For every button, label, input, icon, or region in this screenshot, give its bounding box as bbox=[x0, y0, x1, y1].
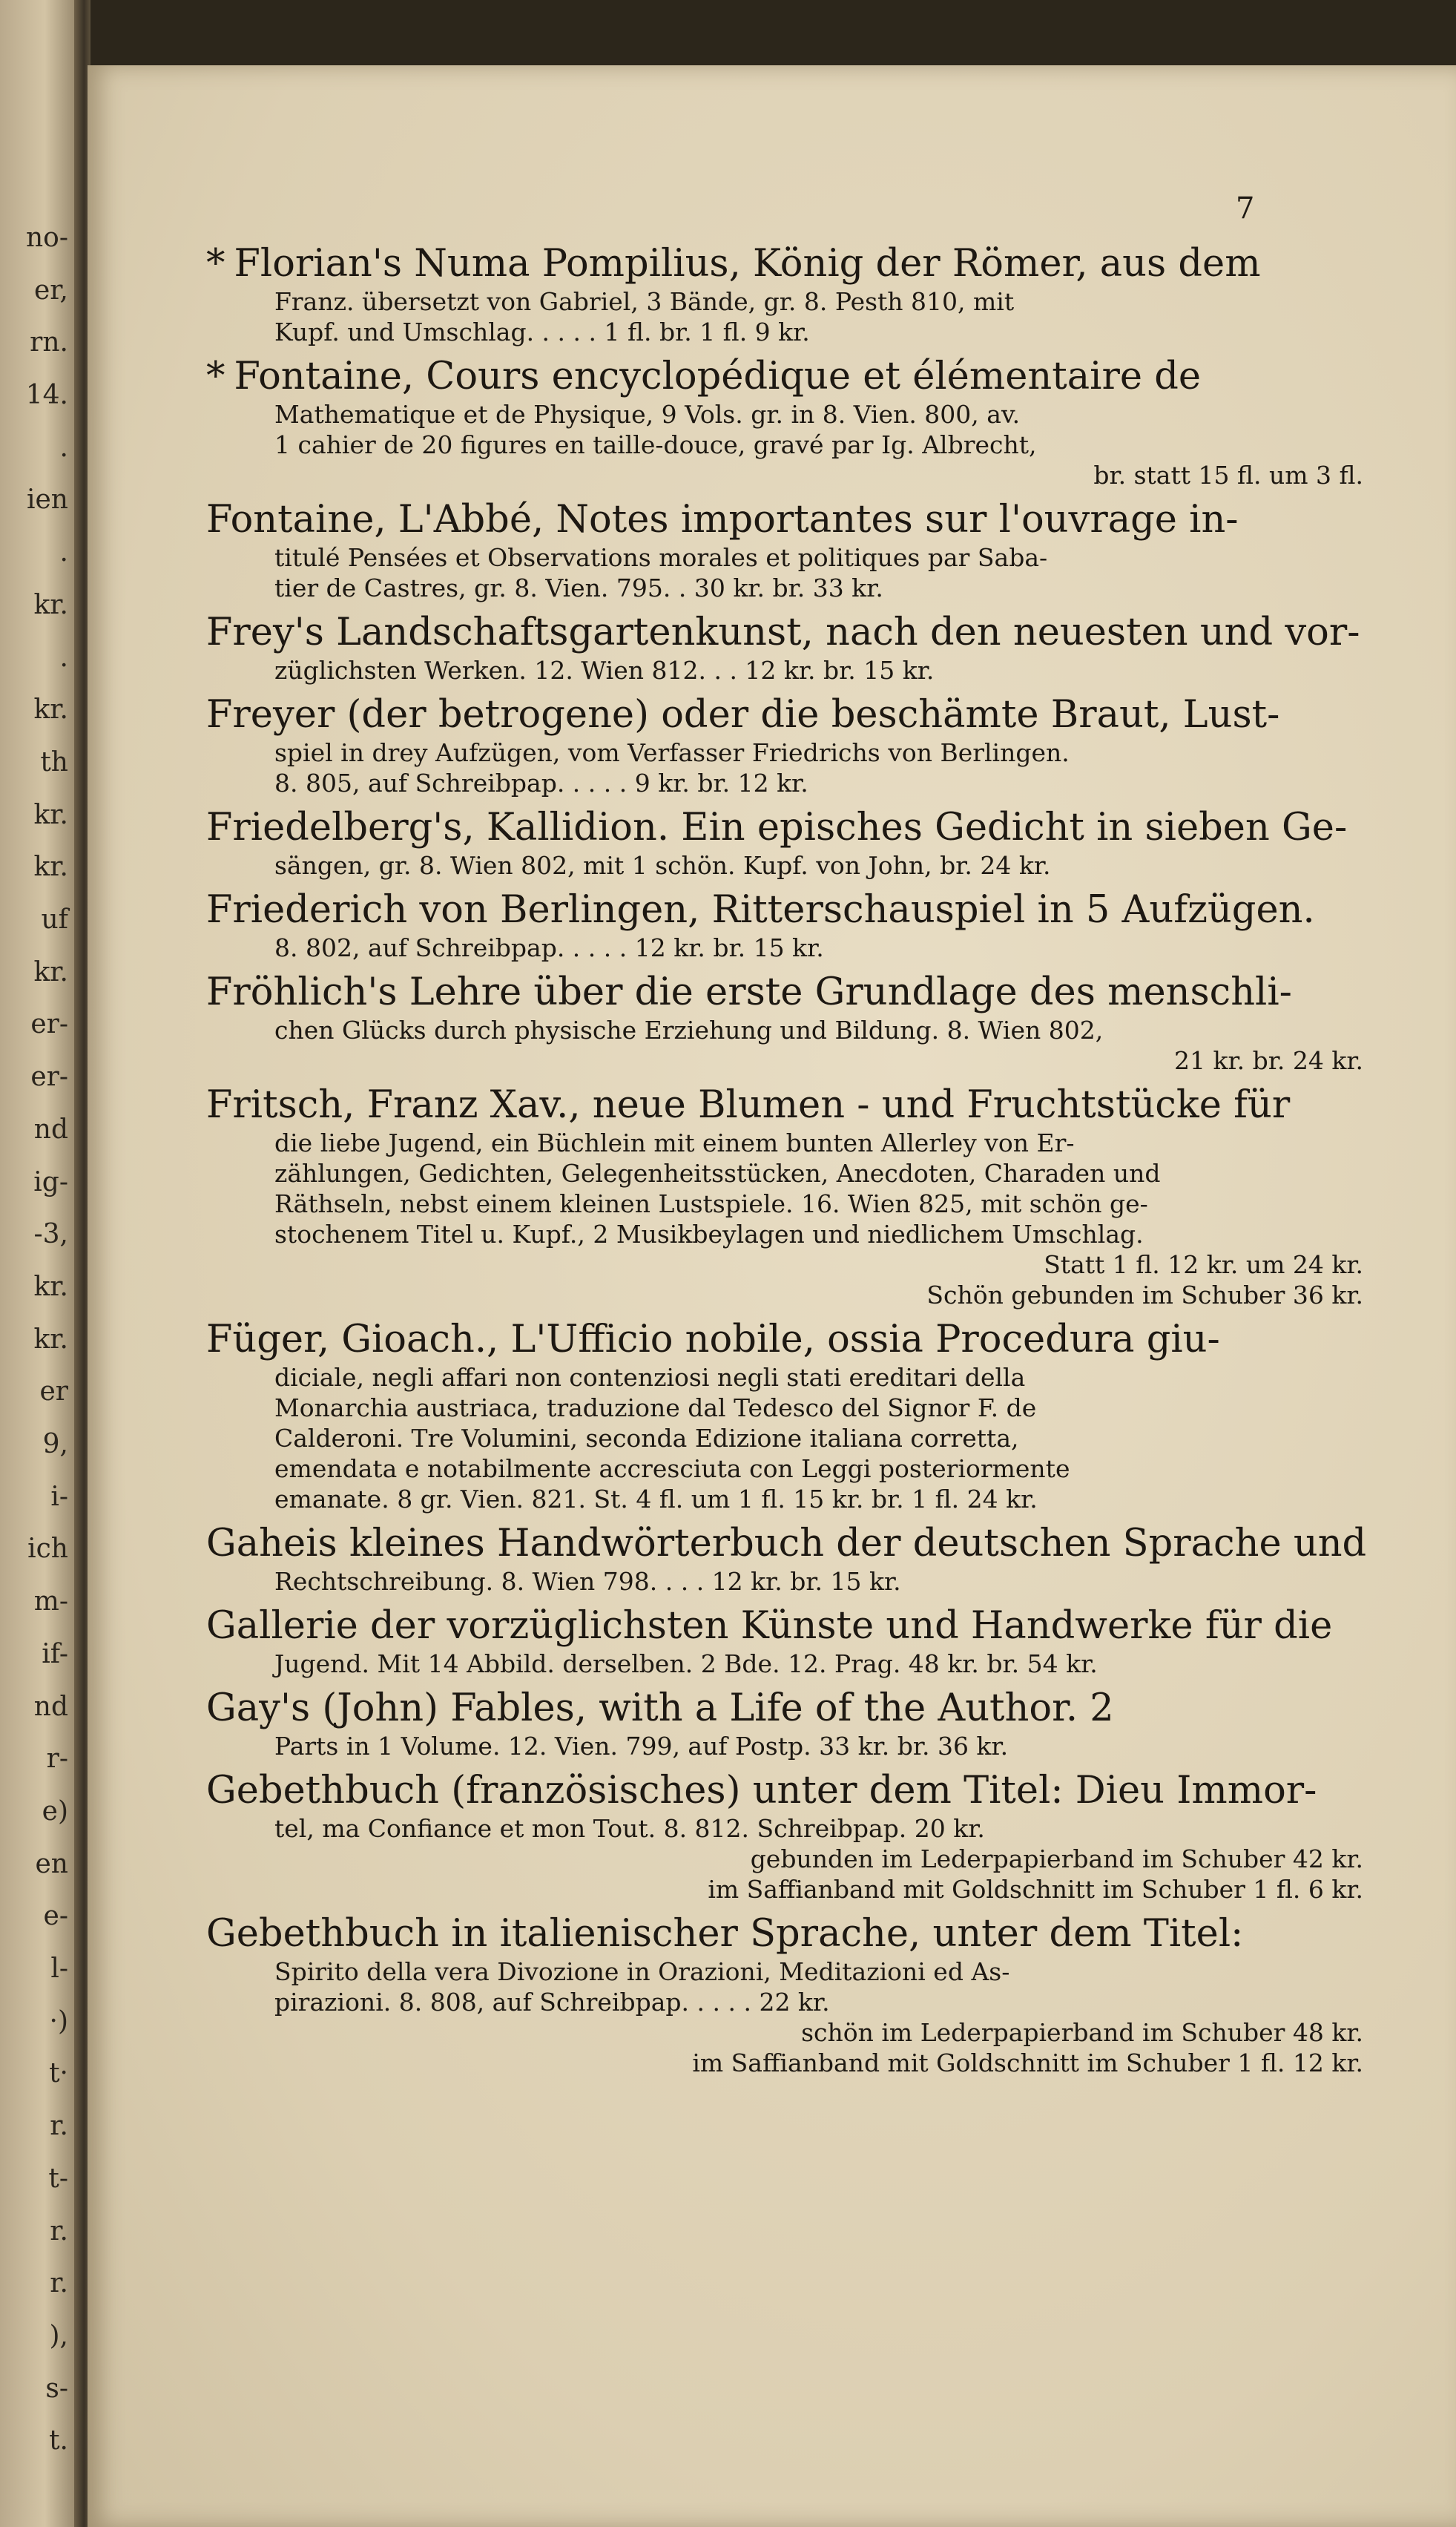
left-page-fragment: -3, bbox=[33, 1219, 68, 1250]
catalog-entry bbox=[206, 1769, 1363, 1905]
entry-detail-line: tier de Castres, gr. 8. Vien. 795. . 30 kr. br. 33 kr. bbox=[274, 574, 883, 602]
entry-detail-line: Franz. übersetzt von Gabriel, 3 Bände, gr. 8. Pesth 810, mit bbox=[274, 287, 1015, 316]
entry-detail-line: tel, ma Confiance et mon Tout. 8. 812. Schreibpap. 20 kr. bbox=[274, 1814, 985, 1843]
entry-detail-line: Spirito della vera Divozione in Orazioni, Meditazioni ed As- bbox=[274, 1957, 1010, 1986]
entry-title: Gebethbuch (französisches) unter dem Titel: Dieu Immor- bbox=[206, 1769, 1317, 1813]
entry-detail-line: Mathematique et de Physique, 9 Vols. gr. in 8. Vien. 800, av. bbox=[274, 400, 1021, 429]
entry-detail-line: Monarchia austriaca, traduzione dal Tedesco del Signor F. de bbox=[274, 1393, 1037, 1422]
left-page-fragment: kr. bbox=[33, 694, 68, 726]
entry-detail-line: Kupf. und Umschlag. . . . . 1 fl. br. 1 fl. 9 kr. bbox=[274, 318, 810, 346]
left-page-fragment: no- bbox=[25, 223, 68, 253]
page-number: 7 bbox=[1236, 191, 1255, 226]
new-title-star: * bbox=[206, 242, 225, 286]
entry-title: Gallerie der vorzüglichsten Künste und Handwerke für die bbox=[206, 1604, 1333, 1648]
entry-detail-line: gebunden im Lederpapierband im Schuber 42 kr. bbox=[750, 1844, 1363, 1873]
catalog-entry bbox=[206, 498, 1363, 603]
left-page-fragment: er, bbox=[33, 275, 68, 306]
entry-heading bbox=[206, 888, 1363, 933]
left-page-fragment: t- bbox=[48, 2163, 68, 2194]
entry-title: Freyer (der betrogene) oder die beschämte Braut, Lust- bbox=[206, 693, 1280, 737]
entry-heading bbox=[206, 611, 1363, 655]
entry-detail-line: pirazioni. 8. 808, auf Schreibpap. . . . . 22 kr. bbox=[274, 1988, 830, 2017]
catalog-entry bbox=[206, 1686, 1363, 1761]
entry-title: Füger, Gioach., L'Ufficio nobile, ossia Procedura giu- bbox=[206, 1318, 1220, 1361]
catalog-entry bbox=[206, 611, 1363, 686]
left-page-fragment: er bbox=[39, 1376, 68, 1407]
left-page-fragment: th bbox=[40, 746, 68, 778]
entry-detail-line: 8. 805, auf Schreibpap. . . . . 9 kr. br. 12 kr. bbox=[274, 769, 808, 798]
catalog-entry bbox=[206, 242, 1363, 347]
left-page-fragment: t· bbox=[49, 2058, 68, 2089]
left-page-fragment: e- bbox=[43, 1901, 68, 1932]
catalog-entries bbox=[206, 242, 1367, 2086]
left-page-fragment: rn. bbox=[30, 327, 68, 358]
left-page-fragment: i- bbox=[50, 1481, 68, 1512]
left-page-fragment: e) bbox=[42, 1795, 68, 1827]
left-page-fragment: s- bbox=[45, 2373, 68, 2404]
left-page-fragment: r- bbox=[46, 1744, 68, 1775]
entry-detail-line: Jugend. Mit 14 Abbild. derselben. 2 Bde. 12. Prag. 48 kr. br. 54 kr. bbox=[274, 1649, 1098, 1678]
left-page-fragment: en bbox=[35, 1848, 68, 1879]
entry-detail-line: emendata e notabilmente accresciuta con Leggi posteriormente bbox=[274, 1454, 1070, 1483]
entry-heading bbox=[206, 1912, 1363, 1956]
entry-detail-line: 1 cahier de 20 figures en taille-douce, gravé par Ig. Albrecht, bbox=[274, 430, 1037, 459]
left-page-fragment: 14. bbox=[25, 380, 68, 411]
entry-title: Fröhlich's Lehre über die erste Grundlage des menschli- bbox=[206, 970, 1292, 1014]
left-page-fragment: t. bbox=[49, 2425, 68, 2457]
entry-heading bbox=[206, 1522, 1367, 1566]
left-page-fragment: . bbox=[59, 537, 68, 568]
catalog-entry bbox=[206, 693, 1363, 798]
entry-title: Gebethbuch in italienischer Sprache, unter dem Titel: bbox=[206, 1912, 1244, 1956]
entry-title: Frey's Landschaftsgartenkunst, nach den neuesten und vor- bbox=[206, 611, 1360, 654]
new-title-star: * bbox=[206, 355, 225, 398]
catalog-entry bbox=[206, 1083, 1363, 1310]
entry-detail-line: titulé Pensées et Observations morales et politiques par Saba- bbox=[274, 543, 1048, 572]
entry-heading bbox=[206, 806, 1363, 850]
entry-detail-line: die liebe Jugend, ein Büchlein mit einem bunten Allerley von Er- bbox=[274, 1128, 1075, 1157]
entry-detail-line: im Saffianband mit Goldschnitt im Schuber 1 fl. 12 kr. bbox=[692, 2048, 1363, 2077]
catalog-entry bbox=[206, 806, 1363, 881]
entry-title: Fritsch, Franz Xav., neue Blumen - und Fruchtstücke für bbox=[206, 1083, 1291, 1127]
catalog-entry bbox=[206, 355, 1363, 490]
entry-heading bbox=[206, 1083, 1363, 1128]
entry-detail-line: diciale, negli affari non contenziosi negli stati ereditari della bbox=[274, 1363, 1026, 1392]
entry-heading bbox=[206, 1318, 1363, 1362]
entry-title: Friedelberg's, Kallidion. Ein episches Gedicht in sieben Ge- bbox=[206, 806, 1348, 850]
entry-heading bbox=[206, 355, 1363, 399]
left-page-fragment: kr. bbox=[33, 589, 68, 620]
entry-heading bbox=[206, 970, 1363, 1015]
left-page-fragment: ig- bbox=[33, 1166, 68, 1197]
entry-detail-line: Statt 1 fl. 12 kr. um 24 kr. bbox=[1044, 1250, 1363, 1279]
entry-detail-line: spiel in drey Aufzügen, vom Verfasser Friedrichs von Berlingen. bbox=[274, 738, 1070, 767]
entry-detail-line: Parts in 1 Volume. 12. Vien. 799, auf Postp. 33 kr. br. 36 kr. bbox=[274, 1732, 1009, 1761]
entry-title: Fontaine, L'Abbé, Notes importantes sur l'ouvrage in- bbox=[206, 498, 1239, 542]
entry-heading bbox=[206, 1686, 1363, 1731]
left-page-fragment: m- bbox=[33, 1586, 68, 1617]
entry-heading bbox=[206, 498, 1363, 542]
entry-detail-line: br. statt 15 fl. um 3 fl. bbox=[1093, 461, 1363, 490]
entry-detail-line: stochenem Titel u. Kupf., 2 Musikbeylagen und niedlichem Umschlag. bbox=[274, 1220, 1144, 1249]
entry-heading bbox=[206, 1604, 1363, 1649]
catalog-entry bbox=[206, 1604, 1363, 1679]
entry-detail-line: zählungen, Gedichten, Gelegenheitsstücken, Anecdoten, Charaden und bbox=[274, 1159, 1161, 1188]
left-page-fragment: ), bbox=[49, 2320, 68, 2351]
left-page-edge bbox=[0, 0, 82, 2527]
entry-detail-line: sängen, gr. 8. Wien 802, mit 1 schön. Kupf. von John, br. 24 kr. bbox=[274, 851, 1051, 880]
entry-title: Friederich von Berlingen, Ritterschauspiel in 5 Aufzügen. bbox=[206, 888, 1315, 932]
entry-detail-line: Calderoni. Tre Volumini, seconda Edizione italiana corretta, bbox=[274, 1424, 1019, 1453]
left-page-fragment: er- bbox=[30, 1062, 68, 1093]
left-page-fragment: 9, bbox=[42, 1429, 68, 1460]
left-page-fragment: r. bbox=[50, 2111, 68, 2142]
left-page-fragment: ien bbox=[26, 484, 68, 516]
left-page-fragment: r. bbox=[50, 2268, 68, 2299]
catalog-entry bbox=[206, 1912, 1363, 2078]
left-page-fragment: er- bbox=[30, 1009, 68, 1040]
left-page-fragment: . bbox=[59, 432, 68, 463]
entry-detail-line: züglichsten Werken. 12. Wien 812. . . 12 kr. br. 15 kr. bbox=[274, 656, 935, 685]
left-page-fragment: ·) bbox=[49, 2005, 68, 2037]
left-page-fragment: ich bbox=[27, 1534, 68, 1565]
entry-detail-line: schön im Lederpapierband im Schuber 48 kr. bbox=[801, 2018, 1363, 2047]
left-page-fragment: if- bbox=[42, 1638, 68, 1669]
catalog-entry bbox=[206, 888, 1363, 963]
entry-heading bbox=[206, 1769, 1363, 1813]
entry-title: Fontaine, Cours encyclopédique et élémentaire de bbox=[234, 355, 1202, 398]
left-page-fragment: kr. bbox=[33, 852, 68, 883]
left-page-fragment: kr. bbox=[33, 956, 68, 988]
entry-heading bbox=[206, 693, 1363, 737]
entry-detail-line: 21 kr. br. 24 kr. bbox=[1174, 1046, 1363, 1075]
entry-detail-line: Rechtschreibung. 8. Wien 798. . . . 12 kr. br. 15 kr. bbox=[274, 1567, 901, 1596]
entry-title: Florian's Numa Pompilius, König der Römer, aus dem bbox=[234, 242, 1261, 286]
left-page-fragment: l- bbox=[50, 1953, 68, 1985]
left-page-fragment: r. bbox=[50, 2215, 68, 2247]
left-page-fragment: kr. bbox=[33, 1271, 68, 1302]
entry-title: Gaheis kleines Handwörterbuch der deutschen Sprache und bbox=[206, 1522, 1367, 1565]
entry-detail-line: im Saffianband mit Goldschnitt im Schuber 1 fl. 6 kr. bbox=[708, 1875, 1363, 1904]
left-page-fragment: uf bbox=[41, 904, 68, 936]
entry-heading bbox=[206, 242, 1363, 286]
left-page-fragment: kr. bbox=[33, 799, 68, 830]
entry-detail-line: Schön gebunden im Schuber 36 kr. bbox=[926, 1281, 1363, 1309]
catalog-page bbox=[88, 65, 1456, 2527]
left-page-fragment: nd bbox=[33, 1691, 68, 1722]
entry-title: Gay's (John) Fables, with a Life of the Author. 2 bbox=[206, 1686, 1114, 1730]
left-page-fragment: kr. bbox=[33, 1324, 68, 1355]
left-page-fragment: nd bbox=[33, 1114, 68, 1145]
catalog-entry bbox=[206, 1318, 1363, 1514]
entry-detail-line: Räthseln, nebst einem kleinen Lustspiele. 16. Wien 825, mit schön ge- bbox=[274, 1189, 1148, 1218]
left-page-fragment: . bbox=[59, 642, 68, 673]
entry-detail-line: emanate. 8 gr. Vien. 821. St. 4 fl. um 1 fl. 15 kr. br. 1 fl. 24 kr. bbox=[274, 1485, 1038, 1514]
entry-detail-line: 8. 802, auf Schreibpap. . . . . 12 kr. br. 15 kr. bbox=[274, 933, 824, 962]
catalog-entry bbox=[206, 970, 1363, 1076]
entry-detail-line: chen Glücks durch physische Erziehung und Bildung. 8. Wien 802, bbox=[274, 1016, 1104, 1045]
catalog-entry bbox=[206, 1522, 1367, 1597]
